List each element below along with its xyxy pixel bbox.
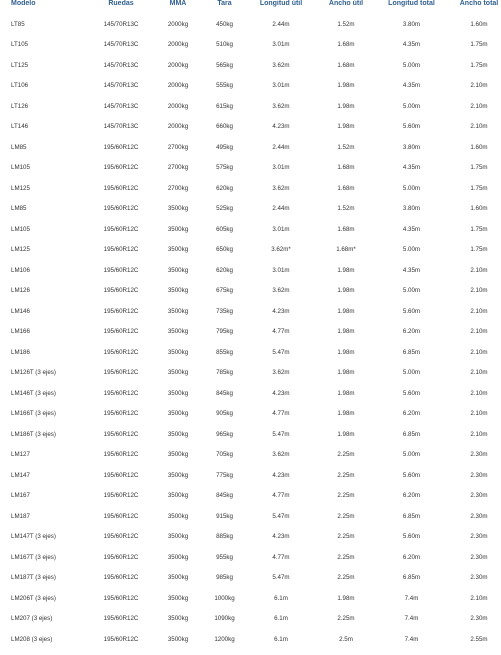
cell-longitud-total: 3.80m — [402, 205, 421, 213]
cell-longitud-util: 6.1m — [274, 615, 288, 623]
cell-ruedas: 195/60R12C — [103, 143, 139, 151]
table-row — [0, 219, 501, 240]
cell-tara: 985kg — [216, 574, 233, 582]
cell-ruedas: 195/60R12C — [103, 225, 139, 233]
cell-tara: 615kg — [216, 102, 233, 110]
cell-mma: 2700kg — [167, 164, 189, 172]
table-row — [0, 158, 501, 179]
cell-longitud-util: 3.62m — [272, 287, 290, 295]
cell-modelo: LM146T (3 ejes) — [11, 389, 56, 397]
header-longitud-util: Longitud útil — [259, 0, 303, 7]
table-row — [0, 35, 501, 56]
cell-ruedas: 195/60R12C — [103, 287, 139, 295]
cell-ancho-util: 2.25m — [337, 574, 355, 582]
cell-longitud-util: 4.23m — [272, 533, 290, 541]
cell-longitud-total: 7.4m — [404, 615, 419, 623]
cell-ancho-util: 2.25m — [337, 512, 355, 520]
cell-modelo: LM126 — [11, 287, 30, 295]
cell-mma: 3500kg — [167, 205, 189, 213]
cell-longitud-util: 4.77m — [272, 553, 290, 561]
cell-mma: 3500kg — [167, 574, 189, 582]
cell-ancho-total: 2.10m — [470, 82, 488, 90]
cell-longitud-total: 6.20m — [402, 492, 421, 500]
cell-ancho-util: 1.52m — [337, 143, 355, 151]
cell-tara: 855kg — [216, 348, 233, 356]
cell-longitud-total: 6.20m — [402, 553, 421, 561]
table-row — [0, 445, 501, 466]
cell-ruedas: 195/60R12C — [103, 389, 139, 397]
cell-modelo: LT126 — [11, 102, 29, 110]
cell-ancho-util: 1.68m* — [336, 246, 356, 254]
cell-longitud-total: 5.60m — [402, 307, 421, 315]
cell-tara: 965kg — [216, 430, 233, 438]
cell-modelo: LM146 — [11, 307, 30, 315]
table-row — [0, 137, 501, 158]
header-ruedas: Ruedas — [108, 0, 134, 7]
cell-ancho-total: 2.30m — [470, 512, 488, 520]
cell-tara: 905kg — [216, 410, 233, 418]
cell-longitud-util: 6.1m — [274, 635, 288, 643]
cell-ancho-total: 2.10m — [470, 594, 488, 602]
cell-mma: 3500kg — [167, 369, 189, 377]
cell-longitud-util: 3.62m — [272, 184, 290, 192]
cell-modelo: LM207 (3 ejes) — [11, 615, 53, 623]
cell-tara: 955kg — [216, 553, 233, 561]
cell-ancho-total: 2.10m — [470, 266, 488, 274]
table-row — [0, 199, 501, 220]
cell-ancho-total: 2.10m — [470, 430, 488, 438]
table-row — [0, 383, 501, 404]
cell-ancho-total: 2.10m — [470, 307, 488, 315]
cell-modelo: LM187 — [11, 512, 30, 520]
cell-modelo: LT146 — [11, 123, 29, 131]
table-body — [0, 14, 501, 650]
cell-longitud-total: 3.80m — [402, 20, 421, 28]
cell-ruedas: 195/60R12C — [103, 574, 139, 582]
cell-mma: 2000kg — [167, 20, 189, 28]
cell-longitud-total: 6.85m — [402, 574, 421, 582]
cell-tara: 620kg — [216, 184, 233, 192]
cell-longitud-total: 5.00m — [402, 61, 421, 69]
cell-ruedas: 145/70R13C — [103, 61, 139, 69]
cell-longitud-util: 3.01m — [272, 225, 290, 233]
cell-tara: 660kg — [216, 123, 233, 131]
cell-modelo: LM167T (3 ejes) — [11, 553, 56, 561]
cell-ancho-util: 2.25m — [337, 492, 355, 500]
cell-longitud-util: 5.47m — [272, 430, 290, 438]
cell-mma: 2000kg — [167, 41, 189, 49]
cell-ancho-total: 2.10m — [470, 389, 488, 397]
table-row — [0, 322, 501, 343]
table-row — [0, 363, 501, 384]
cell-tara: 510kg — [216, 41, 233, 49]
cell-ancho-util: 1.52m — [337, 20, 355, 28]
cell-ruedas: 145/70R13C — [103, 123, 139, 131]
cell-longitud-total: 6.85m — [402, 512, 421, 520]
cell-ancho-total: 1.75m — [470, 41, 488, 49]
cell-longitud-total: 4.35m — [402, 266, 421, 274]
cell-ancho-util: 1.98m — [337, 328, 355, 336]
cell-tara: 885kg — [216, 533, 233, 541]
cell-tara: 675kg — [216, 287, 233, 295]
cell-tara: 1090kg — [214, 615, 235, 623]
cell-modelo: LM208 (3 ejes) — [11, 635, 53, 643]
cell-mma: 3500kg — [167, 328, 189, 336]
cell-longitud-total: 5.60m — [402, 471, 421, 479]
cell-ancho-util: 1.68m — [337, 41, 355, 49]
cell-ancho-total: 2.10m — [470, 123, 488, 131]
cell-ancho-util: 1.98m — [337, 307, 355, 315]
cell-ancho-util: 2.5m — [339, 635, 353, 643]
cell-longitud-util: 4.23m — [272, 123, 290, 131]
cell-ruedas: 195/60R12C — [103, 328, 139, 336]
cell-ruedas: 195/60R12C — [103, 533, 139, 541]
cell-ancho-util: 1.98m — [337, 430, 355, 438]
cell-ancho-total: 1.60m — [470, 205, 488, 213]
cell-ruedas: 145/70R13C — [103, 41, 139, 49]
cell-mma: 2000kg — [167, 61, 189, 69]
cell-ruedas: 195/60R12C — [103, 430, 139, 438]
cell-mma: 3500kg — [167, 471, 189, 479]
table-row — [0, 178, 501, 199]
cell-tara: 705kg — [216, 451, 233, 459]
cell-longitud-total: 3.80m — [402, 143, 421, 151]
cell-longitud-total: 6.85m — [402, 430, 421, 438]
cell-modelo: LM105 — [11, 164, 30, 172]
cell-ruedas: 145/70R13C — [103, 102, 139, 110]
cell-modelo: LT85 — [11, 20, 25, 28]
cell-mma: 3500kg — [167, 266, 189, 274]
cell-modelo: LM167 — [11, 492, 30, 500]
cell-ruedas: 195/60R12C — [103, 635, 139, 643]
cell-ancho-util: 1.98m — [337, 594, 355, 602]
cell-ancho-util: 1.98m — [337, 410, 355, 418]
cell-ancho-util: 1.98m — [337, 348, 355, 356]
cell-longitud-util: 3.62m — [272, 369, 290, 377]
cell-ancho-total: 2.30m — [470, 471, 488, 479]
cell-modelo: LM147T (3 ejes) — [11, 533, 56, 541]
cell-tara: 495kg — [216, 143, 233, 151]
table-row — [0, 14, 501, 35]
cell-tara: 605kg — [216, 225, 233, 233]
cell-modelo: LM166T (3 ejes) — [11, 410, 56, 418]
cell-tara: 845kg — [216, 389, 233, 397]
cell-ancho-util: 1.98m — [337, 389, 355, 397]
cell-longitud-total: 5.60m — [402, 533, 421, 541]
cell-modelo: LM186 — [11, 348, 30, 356]
table-row — [0, 629, 501, 650]
cell-longitud-util: 3.62m — [272, 451, 290, 459]
cell-ancho-total: 1.75m — [470, 61, 488, 69]
cell-ruedas: 195/60R12C — [103, 553, 139, 561]
cell-mma: 2700kg — [167, 143, 189, 151]
cell-ruedas: 195/60R12C — [103, 471, 139, 479]
cell-ancho-total: 1.75m — [470, 184, 488, 192]
table-row — [0, 281, 501, 302]
table-row — [0, 96, 501, 117]
cell-longitud-total: 5.00m — [402, 102, 421, 110]
cell-longitud-total: 5.60m — [402, 123, 421, 131]
cell-ancho-total: 2.30m — [470, 451, 488, 459]
table-row — [0, 301, 501, 322]
cell-ancho-util: 1.68m — [337, 164, 355, 172]
cell-longitud-util: 4.77m — [272, 410, 290, 418]
cell-modelo: LM85 — [11, 143, 27, 151]
header-tara: Tara — [217, 0, 232, 7]
cell-mma: 2000kg — [167, 102, 189, 110]
table-row — [0, 342, 501, 363]
cell-longitud-total: 6.20m — [402, 328, 421, 336]
cell-tara: 795kg — [216, 328, 233, 336]
cell-modelo: LT105 — [11, 41, 29, 49]
cell-longitud-util: 6.1m — [274, 594, 288, 602]
cell-mma: 3500kg — [167, 594, 189, 602]
cell-modelo: LM166 — [11, 328, 30, 336]
cell-longitud-total: 5.00m — [402, 451, 421, 459]
cell-tara: 1200kg — [214, 635, 235, 643]
cell-longitud-util: 2.44m — [272, 205, 290, 213]
cell-ancho-util: 2.25m — [337, 451, 355, 459]
cell-modelo: LM126T (3 ejes) — [11, 369, 56, 377]
cell-ancho-total: 2.10m — [470, 328, 488, 336]
cell-ruedas: 145/70R13C — [103, 82, 139, 90]
cell-longitud-util: 5.47m — [272, 574, 290, 582]
table-row — [0, 506, 501, 527]
cell-ruedas: 195/60R12C — [103, 410, 139, 418]
cell-modelo: LT125 — [11, 61, 29, 69]
table-row — [0, 55, 501, 76]
cell-tara: 450kg — [216, 20, 233, 28]
cell-ancho-total: 2.30m — [470, 615, 488, 623]
cell-longitud-util: 3.62m — [272, 102, 290, 110]
cell-longitud-total: 5.00m — [402, 369, 421, 377]
cell-longitud-util: 4.23m — [272, 307, 290, 315]
cell-ancho-total: 2.30m — [470, 533, 488, 541]
cell-ancho-total: 2.10m — [470, 287, 488, 295]
cell-mma: 3500kg — [167, 348, 189, 356]
cell-tara: 565kg — [216, 61, 233, 69]
cell-ruedas: 195/60R12C — [103, 492, 139, 500]
cell-ancho-util: 1.98m — [337, 287, 355, 295]
header-mma: MMA — [169, 0, 187, 7]
cell-tara: 775kg — [216, 471, 233, 479]
cell-tara: 735kg — [216, 307, 233, 315]
cell-ruedas: 195/60R12C — [103, 307, 139, 315]
cell-ruedas: 195/60R12C — [103, 594, 139, 602]
cell-ancho-util: 2.25m — [337, 615, 355, 623]
cell-mma: 3500kg — [167, 225, 189, 233]
cell-ruedas: 195/60R12C — [103, 246, 139, 254]
cell-ancho-util: 1.68m — [337, 61, 355, 69]
cell-ancho-total: 2.10m — [470, 410, 488, 418]
cell-modelo: LM147 — [11, 471, 30, 479]
cell-modelo: LM125 — [11, 184, 30, 192]
cell-longitud-util: 2.44m — [272, 143, 290, 151]
cell-ancho-total: 1.75m — [470, 225, 488, 233]
cell-mma: 2000kg — [167, 123, 189, 131]
cell-longitud-total: 5.00m — [402, 246, 421, 254]
header-longitud-total: Longitud total — [388, 0, 435, 7]
cell-longitud-total: 6.85m — [402, 348, 421, 356]
cell-longitud-total: 4.35m — [402, 164, 421, 172]
cell-mma: 3500kg — [167, 451, 189, 459]
cell-longitud-util: 5.47m — [272, 348, 290, 356]
cell-longitud-total: 7.4m — [404, 594, 419, 602]
cell-mma: 3500kg — [167, 389, 189, 397]
cell-ruedas: 145/70R13C — [103, 20, 139, 28]
cell-longitud-total: 4.35m — [402, 82, 421, 90]
cell-ruedas: 195/60R12C — [103, 348, 139, 356]
cell-longitud-util: 3.01m — [272, 266, 290, 274]
table-row — [0, 240, 501, 261]
cell-ancho-util: 2.25m — [337, 471, 355, 479]
cell-ruedas: 195/60R12C — [103, 184, 139, 192]
cell-ruedas: 195/60R12C — [103, 512, 139, 520]
cell-modelo: LT106 — [11, 82, 29, 90]
cell-longitud-util: 4.77m — [272, 492, 290, 500]
cell-longitud-util: 4.23m — [272, 471, 290, 479]
cell-mma: 3500kg — [167, 512, 189, 520]
cell-mma: 2700kg — [167, 184, 189, 192]
cell-modelo: LM85 — [11, 205, 27, 213]
cell-tara: 555kg — [216, 82, 233, 90]
table-row — [0, 424, 501, 445]
table-row — [0, 76, 501, 97]
cell-longitud-total: 5.60m — [402, 389, 421, 397]
cell-mma: 3500kg — [167, 287, 189, 295]
cell-modelo: LM187T (3 ejes) — [11, 574, 56, 582]
cell-longitud-total: 6.20m — [402, 410, 421, 418]
cell-ruedas: 195/60R12C — [103, 266, 139, 274]
cell-tara: 525kg — [216, 205, 233, 213]
cell-ancho-util: 1.98m — [337, 102, 355, 110]
cell-mma: 3500kg — [167, 430, 189, 438]
cell-ruedas: 195/60R12C — [103, 615, 139, 623]
cell-ruedas: 195/60R12C — [103, 205, 139, 213]
cell-longitud-util: 3.01m — [272, 41, 290, 49]
cell-longitud-total: 5.00m — [402, 184, 421, 192]
cell-mma: 3500kg — [167, 635, 189, 643]
cell-mma: 3500kg — [167, 533, 189, 541]
cell-ruedas: 195/60R12C — [103, 451, 139, 459]
cell-modelo: LM125 — [11, 246, 30, 254]
cell-ancho-total: 1.75m — [470, 164, 488, 172]
cell-ancho-util: 1.68m — [337, 225, 355, 233]
cell-tara: 785kg — [216, 369, 233, 377]
table-row — [0, 260, 501, 281]
table-row — [0, 547, 501, 568]
cell-longitud-util: 3.62m — [272, 61, 290, 69]
table-row — [0, 588, 501, 609]
header-ancho-util: Ancho útil — [328, 0, 364, 7]
cell-longitud-total: 4.35m — [402, 41, 421, 49]
table-row — [0, 486, 501, 507]
cell-mma: 3500kg — [167, 410, 189, 418]
cell-modelo: LM105 — [11, 225, 30, 233]
header-modelo: Modelo — [11, 0, 36, 7]
cell-ancho-total: 2.55m — [470, 635, 488, 643]
cell-modelo: LM186T (3 ejes) — [11, 430, 56, 438]
cell-ancho-total: 2.30m — [470, 553, 488, 561]
cell-mma: 3500kg — [167, 492, 189, 500]
cell-tara: 915kg — [216, 512, 233, 520]
cell-tara: 620kg — [216, 266, 233, 274]
cell-ancho-util: 2.25m — [337, 533, 355, 541]
cell-ancho-total: 2.30m — [470, 574, 488, 582]
table-row — [0, 404, 501, 425]
cell-ancho-total: 2.10m — [470, 348, 488, 356]
cell-ruedas: 195/60R12C — [103, 369, 139, 377]
table-row — [0, 568, 501, 589]
cell-ancho-total: 2.10m — [470, 369, 488, 377]
cell-mma: 3500kg — [167, 615, 189, 623]
cell-ancho-total: 2.10m — [470, 102, 488, 110]
cell-tara: 650kg — [216, 246, 233, 254]
cell-longitud-util: 4.23m — [272, 389, 290, 397]
cell-ancho-util: 1.98m — [337, 369, 355, 377]
cell-longitud-total: 7.4m — [404, 635, 419, 643]
header-ancho-total: Ancho total — [459, 0, 499, 7]
cell-tara: 1000kg — [214, 594, 235, 602]
cell-modelo: LM206T (3 ejes) — [11, 594, 56, 602]
header-row — [0, 0, 501, 14]
cell-ancho-util: 1.98m — [337, 82, 355, 90]
cell-longitud-util: 4.77m — [272, 328, 290, 336]
cell-longitud-util: 3.01m — [272, 164, 290, 172]
table-row — [0, 609, 501, 630]
cell-ruedas: 195/60R12C — [103, 164, 139, 172]
cell-longitud-total: 4.35m — [402, 225, 421, 233]
cell-mma: 3500kg — [167, 307, 189, 315]
cell-ancho-util: 1.68m — [337, 184, 355, 192]
cell-mma: 3500kg — [167, 553, 189, 561]
table-row — [0, 117, 501, 138]
cell-longitud-total: 5.00m — [402, 287, 421, 295]
cell-tara: 575kg — [216, 164, 233, 172]
cell-mma: 2000kg — [167, 82, 189, 90]
cell-mma: 3500kg — [167, 246, 189, 254]
cell-longitud-util: 5.47m — [272, 512, 290, 520]
cell-ancho-total: 1.75m — [470, 246, 488, 254]
table-row — [0, 465, 501, 486]
cell-longitud-util: 3.62m* — [271, 246, 291, 254]
cell-ancho-total: 2.30m — [470, 492, 488, 500]
cell-modelo: LM106 — [11, 266, 30, 274]
cell-modelo: LM127 — [11, 451, 30, 459]
cell-ancho-total: 1.60m — [470, 143, 488, 151]
cell-longitud-util: 2.44m — [272, 20, 290, 28]
cell-ancho-total: 1.60m — [470, 20, 488, 28]
cell-tara: 845kg — [216, 492, 233, 500]
cell-ancho-util: 1.52m — [337, 205, 355, 213]
cell-ancho-util: 2.25m — [337, 553, 355, 561]
cell-ancho-util: 1.98m — [337, 266, 355, 274]
cell-ancho-util: 1.98m — [337, 123, 355, 131]
cell-longitud-util: 3.01m — [272, 82, 290, 90]
table-row — [0, 527, 501, 548]
